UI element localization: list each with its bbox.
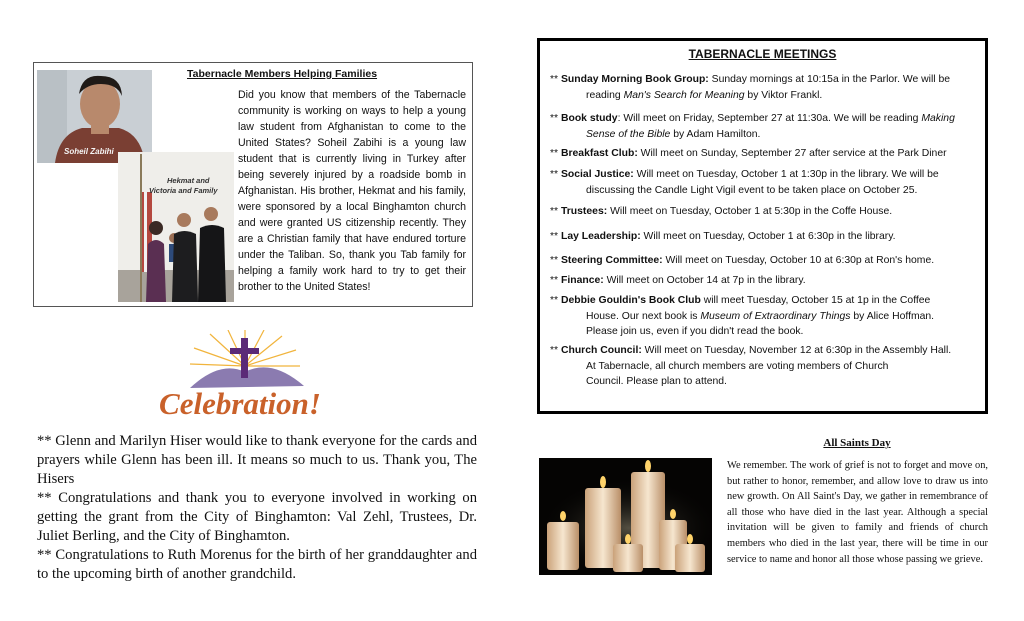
meeting-item: ** Sunday Morning Book Group: Sunday mornings at 10:15a in the Parlor. We will be reading Man's Search for Meaning by Viktor Frankl. [550,74,951,101]
meetings-title: TABERNACLE MEETINGS [688,47,837,61]
note-hiser: ** Glenn and Marilyn Hiser would like to thank everyone for the cards and prayers while Glenn has been ill. It means so much to us. Thank you, The Hisers [37,433,477,487]
meeting-item: ** Church Council: Will meet on Tuesday, November 12 at 6:30p in the Assembly Hall. At Tabernacle, all church members are voting members of Church Council. Please plan to attend. [550,345,952,387]
helping-families-title: Tabernacle Members Helping Families [187,68,378,80]
family-caption-line1: Hekmat and [167,176,210,185]
meeting-item: ** Finance: Will meet on October 14 at 7p in the library. [550,275,806,286]
note-morenus: ** Congratulations to Ruth Morenus for the birth of her granddaughter and to the upcoming birth of another grandchild. [37,547,477,582]
family-photo [118,152,234,302]
meeting-item: ** Debbie Gouldin's Book Club will meet Tuesday, October 15 at 1p in the Coffee House. Our next book is Museum of Extraordinary Things by Alice Hoffman. Please join us, even if you didn't read the book. [550,295,935,337]
meeting-item: ** Lay Leadership: Will meet on Tuesday, October 1 at 6:30p in the library. [550,231,896,242]
all-saints-title: All Saints Day [823,437,891,449]
helping-families-body: Did you know that members of the Tabernacle community is working on ways to help a young law student from Afghanistan to come to the United States? Soheil Zabihi is a young law student that is currently living in Turkey after being severely injured by a roadside bomb in Afghanistan. His brother, Hekmat and his family, were sponsored by a local Binghamton church and were granted US citizenship recently. They are a Christian family that have endured torture under the Taliban. So, thank you Tab family for helping a family work hard to try to get their brother to the United States! [238,89,466,293]
meeting-item: ** Social Justice: Will meet on Tuesday, October 1 at 1:30p in the library. We will be discussing the Candle Light Vigil event to be taken place on October 25. [550,169,939,196]
meeting-item: ** Book study: Will meet on Friday, September 27 at 11:30a. We will be reading Making Sense of the Bible by Adam Hamilton. [550,113,955,140]
soheil-caption: Soheil Zabihi [64,147,114,156]
family-caption-line2: Victoria and Family [149,186,218,195]
note-grant: ** Congratulations and thank you to everyone involved in working on getting the grant from the City of Binghamton: Val Zehl, Trustees, Dr. Juliet Berling, and the City of Binghamton. [37,490,477,544]
candles-photo [539,458,712,575]
announcements [37,432,477,584]
celebration-graphic [150,330,330,420]
meeting-item: ** Steering Committee: Will meet on Tuesday, October 10 at 6:30p at Ron's home. [550,255,935,266]
meeting-item: ** Breakfast Club: Will meet on Sunday, September 27 after service at the Park Diner [550,148,947,159]
all-saints-body: We remember. The work of grief is not to forget and move on, but rather to honor, remember, and allow love to draw us into new growth. On All Saint's Day, we gather in remembrance of all those who have died in the last year. Although a special invitation will be given to family and friends of church members who died in the last year, there will be time in our service to name and honor all those whose passing we grieve. [727,460,988,565]
meeting-item: ** Trustees: Will meet on Tuesday, October 1 at 5:30p in the Coffe House. [550,206,893,217]
celebration-word: Celebration! [159,386,321,420]
